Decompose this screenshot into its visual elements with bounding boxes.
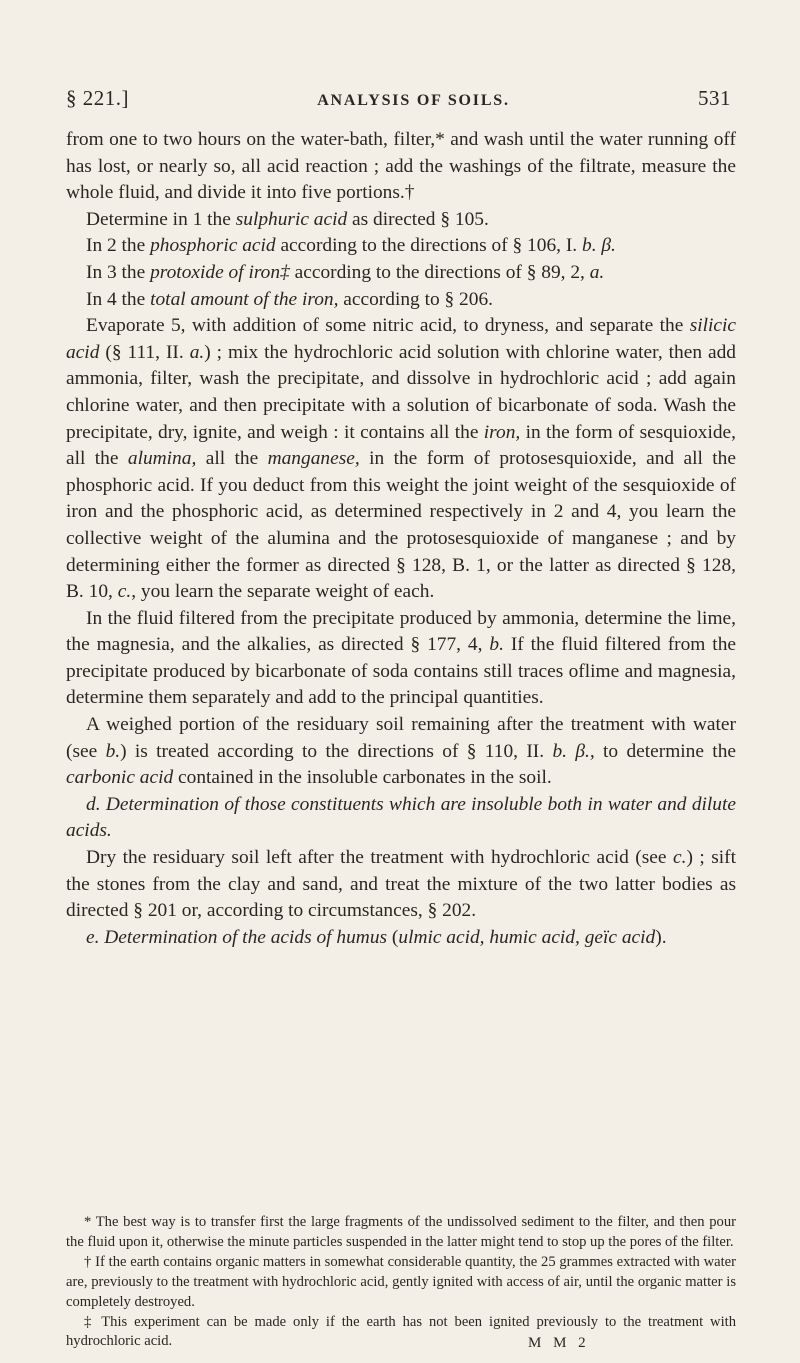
text-run: Evaporate 5, with addition of some nitric acid, to dryness, and separate the — [86, 315, 690, 337]
signature-mark: M M 2 — [528, 1335, 590, 1351]
body-text — [66, 127, 736, 951]
text-run: in the form of protosesquioxide, and all the phosphoric acid. If you deduct from this weight the joint weight of the sesquioxide of iron and the phosphoric acid, as determined respectively in 2 and 4, you learn the collective weight of the alumina and the protosesquioxide of manganese ; and by determining either the former as directed § 128, B. 1, or the latter as directed § 128, B. 10, — [66, 448, 736, 603]
text-run: ) ; mix the hydrochloric acid solution with chlorine water, then add ammonia, filter, wash the precipitate, and dissolve in hydrochloric acid ; add again chlorine water, and then precipitate with a solution of bicarbonate of soda. Wash the precipitate, dry, ignite, and weigh : it contains all the — [66, 341, 736, 443]
italic-text: total amount of the iron, — [150, 288, 339, 310]
italic-text: phosphoric acid — [150, 235, 276, 257]
footnote: ‡ This experiment can be made only if the earth has not been ignited previously to the treatment with hydrochloric acid. — [66, 1313, 736, 1350]
italic-text: carbonic acid — [66, 767, 174, 789]
paragraph — [66, 313, 736, 606]
italic-text: protoxide of iron‡ — [150, 261, 290, 283]
italic-text: a. — [189, 341, 205, 363]
text-run: ) ; sift the stones from the clay and sand, and treat the mixture of the two latter bodies as directed § 201 or, according to circumstances, § 202. — [66, 847, 736, 922]
section-reference: § 221.] — [66, 86, 129, 110]
italic-text: a. — [589, 261, 605, 283]
italic-text: ulmic acid, humic acid, geïc acid — [398, 926, 656, 948]
italic-text: alumina, — [127, 448, 197, 470]
italic-text: c. — [672, 847, 687, 869]
italic-text: b. β. — [582, 235, 616, 257]
text-run: ) is treated according to the directions of § 110, II. — [120, 740, 553, 762]
text-run: as directed § 105. — [347, 208, 489, 230]
text-run: to determine the — [594, 740, 736, 762]
text-run: according to § 206. — [338, 288, 493, 310]
italic-text: silicic acid — [66, 315, 736, 363]
text-run: according to the directions of § 106, I. — [275, 235, 582, 257]
text-run: Determine in 1 the — [86, 208, 236, 230]
italic-text: manganese, — [267, 448, 360, 470]
paragraph — [66, 606, 736, 712]
page-title: ANALYSIS OF SOILS. — [317, 92, 510, 109]
paragraph — [66, 712, 736, 792]
italic-text: d. Determination of those constituents which are insoluble both in water and dilute acids. — [66, 793, 736, 842]
text-run: ). — [655, 926, 667, 948]
paragraph — [66, 127, 736, 207]
footnotes — [66, 1213, 736, 1352]
text-run: (§ 111, II. — [99, 341, 190, 363]
text-run: according to the directions of § 89, 2, — [289, 261, 590, 283]
text-run: If the fluid filtered from the precipitate produced by bicarbonate of soda contains still traces oflime and magnesia, determine them separately and add to the principal quantities. — [66, 634, 736, 709]
text-run: all the — [196, 448, 268, 470]
text-run: , you learn the separate weight of each. — [131, 581, 435, 603]
italic-text: sulphuric acid — [235, 208, 348, 230]
text-run: contained in the insoluble carbonates in the soil. — [173, 767, 552, 789]
paragraph — [66, 233, 736, 260]
italic-text: b. β., — [552, 740, 595, 762]
paragraph — [66, 260, 736, 287]
text-run: in the form of sesquioxide, all the — [66, 421, 736, 470]
running-head — [66, 86, 731, 111]
italic-text: b. — [489, 634, 504, 656]
paragraph — [66, 287, 736, 314]
footnote: † If the earth contains organic matters in somewhat considerable quantity, the 25 grammes extracted with water are, previously to the treatment with hydrochloric acid, gently ignited with access of air, until the organic matter is completely destroyed. — [66, 1253, 736, 1310]
text-run: In the fluid filtered from the precipitate produced by ammonia, determine the lime, the magnesia, and the alkalies, as directed § 177, 4, — [66, 607, 736, 656]
italic-text: b. — [105, 740, 121, 762]
section-heading — [66, 925, 736, 952]
footnote: * The best way is to transfer first the large fragments of the undissolved sediment to the filter, and then pour the fluid upon it, otherwise the minute particles suspended in the latter might tend to stop up the pores of the filter. — [66, 1214, 736, 1250]
text-run: In 3 the — [86, 261, 151, 283]
italic-text: iron, — [483, 421, 521, 443]
text-run: In 2 the — [86, 235, 151, 257]
paragraph — [66, 845, 736, 925]
paragraph — [66, 207, 736, 234]
text-run: In 4 the — [86, 288, 151, 310]
italic-text: c. — [117, 581, 132, 603]
section-heading — [66, 792, 736, 845]
text-run: Dry the residuary soil left after the treatment with hydrochloric acid (see — [86, 847, 673, 869]
text-run: ( — [387, 926, 399, 948]
italic-text: e. Determination of the acids of humus — [86, 926, 388, 948]
text-run: A weighed portion of the residuary soil remaining after the treatment with water (see — [66, 714, 736, 762]
page-number: 531 — [698, 86, 731, 110]
text-run: from one to two hours on the water-bath, filter,* and wash until the water running off has lost, or nearly so, all acid reaction ; add the washings of the filtrate, measure the whole fluid, and divide it into five portions.† — [66, 129, 736, 204]
